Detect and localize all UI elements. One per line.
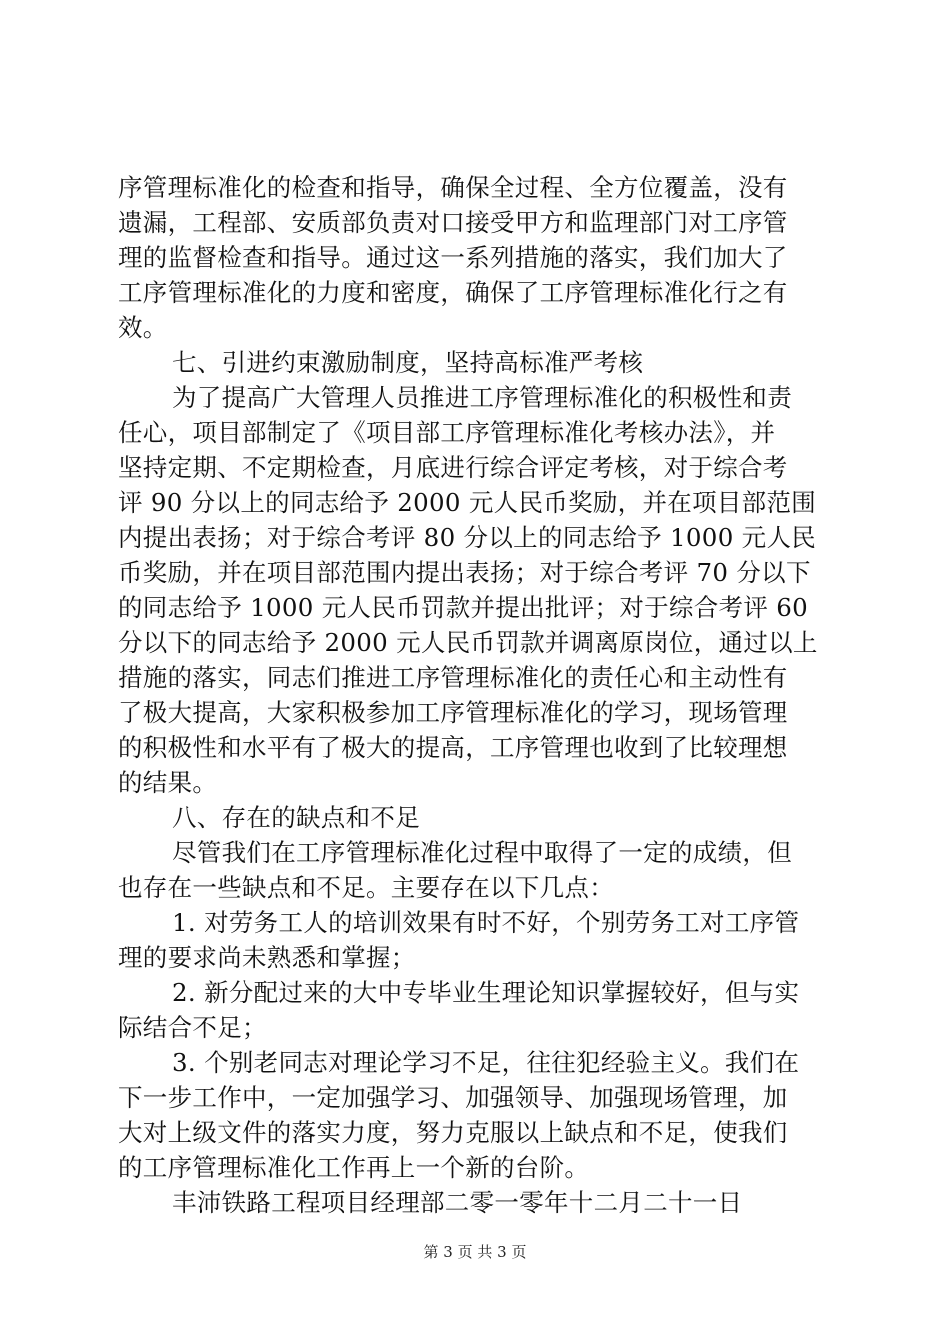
body-text-line: 为了提高广大管理人员推进工序管理标准化的积极性和责 [172,383,792,412]
body-text-line: 的积极性和水平有了极大的提高，工序管理也收到了比较理想 [118,733,788,762]
body-text-line: 1. 对劳务工人的培训效果有时不好，个别劳务工对工序管 [172,908,800,937]
body-text-line: 措施的落实，同志们推进工序管理标准化的责任心和主动性有 [118,663,788,692]
body-text-line: 尽管我们在工序管理标准化过程中取得了一定的成绩，但 [172,838,792,867]
body-text-line: 坚持定期、不定期检查，月底进行综合评定考核，对于综合考 [118,453,788,482]
page-footer: 第 3 页 共 3 页 [423,1243,527,1261]
body-text-line: 八、存在的缺点和不足 [172,803,420,832]
body-text-line: 的工序管理标准化工作再上一个新的台阶。 [118,1153,590,1182]
document-body [118,170,838,1220]
body-text-line: 任心，项目部制定了《项目部工序管理标准化考核办法》，并 [118,418,776,447]
body-text-line: 丰沛铁路工程项目经理部二零一零年十二月二十一日 [172,1188,743,1217]
body-text-line: 分以下的同志给予 2000 元人民币罚款并调离原岗位，通过以上 [118,628,818,657]
body-text-line: 也存在一些缺点和不足。主要存在以下几点： [118,873,614,902]
body-text-line: 3. 个别老同志对理论学习不足，往往犯经验主义。我们在 [172,1048,800,1077]
body-text-line: 效。 [118,313,168,342]
body-text-line: 工序管理标准化的力度和密度，确保了工序管理标准化行之有 [118,278,788,307]
body-text-line: 序管理标准化的检查和指导，确保全过程、全方位覆盖，没有 [118,173,788,202]
body-text-line: 币奖励，并在项目部范围内提出表扬；对于综合考评 70 分以下 [118,558,811,587]
body-text-line: 内提出表扬；对于综合考评 80 分以上的同志给予 1000 元人民 [118,523,817,552]
body-text-line: 评 90 分以上的同志给予 2000 元人民币奖励，并在项目部范围 [118,488,817,517]
body-text-line: 遗漏，工程部、安质部负责对口接受甲方和监理部门对工序管 [118,208,788,237]
body-text-line: 2. 新分配过来的大中专毕业生理论知识掌握较好，但与实 [172,978,800,1007]
body-text-line: 的同志给予 1000 元人民币罚款并提出批评；对于综合考评 60 [118,593,808,622]
body-text-line: 际结合不足； [118,1013,267,1042]
body-text-line: 理的要求尚未熟悉和掌握； [118,943,416,972]
body-text-line: 理的监督检查和指导。通过这一系列措施的落实，我们加大了 [118,243,788,272]
body-text-line: 下一步工作中，一定加强学习、加强领导、加强现场管理，加 [118,1083,788,1112]
body-text-line: 大对上级文件的落实力度，努力克服以上缺点和不足，使我们 [118,1118,788,1147]
body-text-line: 的结果。 [118,768,218,797]
body-text-line: 七、引进约束激励制度，坚持高标准严考核 [172,348,644,377]
body-text-line: 了极大提高，大家积极参加工序管理标准化的学习，现场管理 [118,698,788,727]
